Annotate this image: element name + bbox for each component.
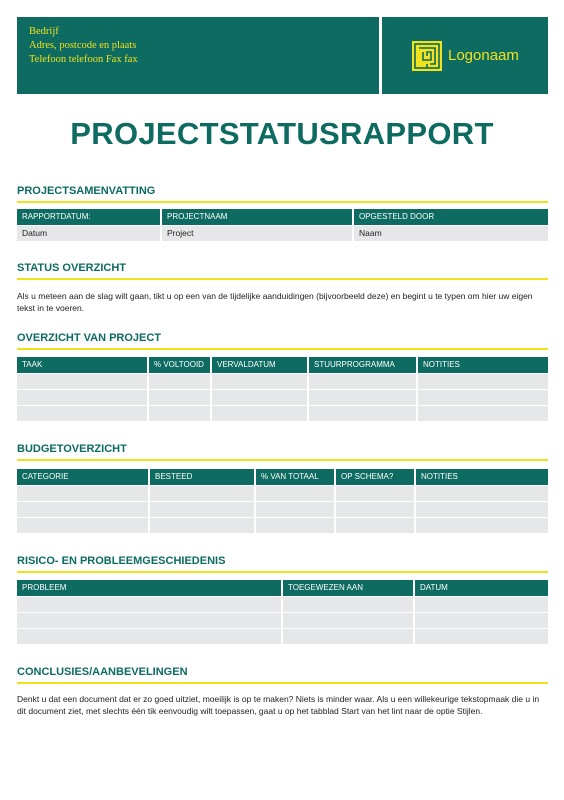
table-cell[interactable] <box>282 612 414 628</box>
table-cell[interactable] <box>17 517 149 533</box>
table-cell[interactable] <box>415 501 548 517</box>
page-header <box>17 17 548 94</box>
table-row <box>17 612 548 628</box>
project-col-notes: NOTITIES <box>417 357 548 373</box>
table-row <box>17 373 548 389</box>
table-cell[interactable] <box>417 405 548 421</box>
budget-header-row <box>17 469 548 485</box>
table-row <box>17 517 548 533</box>
table-cell[interactable] <box>414 628 548 644</box>
table-cell[interactable] <box>417 373 548 389</box>
table-cell[interactable] <box>308 405 417 421</box>
table-cell[interactable] <box>17 389 148 405</box>
table-cell[interactable] <box>417 389 548 405</box>
budget-col-spent: BESTEED <box>149 469 255 485</box>
company-address[interactable]: Adres, postcode en plaats <box>29 40 137 51</box>
summary-col-author: OPGESTELD DOOR <box>353 209 548 225</box>
summary-table <box>17 209 548 241</box>
logo-name[interactable]: Logonaam <box>448 47 519 64</box>
summary-col-project: PROJECTNAAM <box>161 209 353 225</box>
table-cell[interactable] <box>17 405 148 421</box>
maze-logo-icon[interactable] <box>412 41 442 71</box>
risk-table <box>17 580 548 644</box>
table-cell[interactable] <box>308 389 417 405</box>
company-contact[interactable]: Telefoon telefoon Fax fax <box>29 54 138 65</box>
table-row <box>17 405 548 421</box>
table-row <box>17 485 548 501</box>
table-row <box>17 596 548 612</box>
table-cell[interactable] <box>255 517 335 533</box>
table-cell[interactable] <box>211 389 308 405</box>
table-cell[interactable] <box>255 501 335 517</box>
risk-header-row <box>17 580 548 596</box>
status-heading: STATUS OVERZICHT <box>17 262 548 280</box>
risk-col-date: DATUM <box>414 580 548 596</box>
summary-header-row <box>17 209 548 225</box>
table-cell[interactable] <box>149 485 255 501</box>
table-cell[interactable] <box>148 405 211 421</box>
table-cell[interactable] <box>414 596 548 612</box>
table-row <box>17 628 548 644</box>
budget-col-schedule: OP SCHEMA? <box>335 469 415 485</box>
company-name[interactable]: Bedrijf <box>29 26 59 37</box>
project-col-complete: % VOLTOOID <box>148 357 211 373</box>
table-cell[interactable] <box>148 373 211 389</box>
table-row <box>17 501 548 517</box>
table-cell[interactable] <box>335 501 415 517</box>
table-cell[interactable] <box>255 485 335 501</box>
table-cell[interactable] <box>149 517 255 533</box>
table-cell[interactable] <box>149 501 255 517</box>
budget-col-category: CATEGORIE <box>17 469 149 485</box>
conclusions-heading: CONCLUSIES/AANBEVELINGEN <box>17 666 548 684</box>
project-header-row <box>17 357 548 373</box>
table-cell[interactable] <box>282 596 414 612</box>
table-cell[interactable] <box>17 596 282 612</box>
project-heading: OVERZICHT VAN PROJECT <box>17 332 548 350</box>
project-col-due: VERVALDATUM <box>211 357 308 373</box>
summary-heading: PROJECTSAMENVATTING <box>17 185 548 203</box>
project-col-task: TAAK <box>17 357 148 373</box>
table-cell[interactable] <box>308 373 417 389</box>
table-row <box>17 389 548 405</box>
summary-project-cell[interactable]: Project <box>161 225 353 241</box>
table-cell[interactable] <box>17 628 282 644</box>
table-cell[interactable] <box>148 389 211 405</box>
risk-col-problem: PROBLEEM <box>17 580 282 596</box>
project-col-driver: STUURPROGRAMMA <box>308 357 417 373</box>
logo-block <box>382 17 548 94</box>
status-text[interactable]: Als u meteen aan de slag wilt gaan, tikt u op een van de tijdelijke aanduidingen (bijvoorbeeld deze) en begint u te typen om hier uw eigen tekst in te voeren. <box>17 291 533 313</box>
table-cell[interactable] <box>415 485 548 501</box>
conclusions-text[interactable]: Denkt u dat een document dat er zo goed uitziet, moeilijk is op te maken? Niets is minder waar. Als u een willekeurige tekstopmaak die u in dit document ziet, met slechts één tik eenvoudig wilt toepassen, gaat u op het tabblad Start van het lint naar de optie Stijlen. <box>17 694 540 716</box>
summary-author-cell[interactable]: Naam <box>353 225 548 241</box>
table-cell[interactable] <box>282 628 414 644</box>
budget-col-percent: % VAN TOTAAL <box>255 469 335 485</box>
table-cell[interactable] <box>17 373 148 389</box>
table-cell[interactable] <box>211 373 308 389</box>
project-table <box>17 357 548 421</box>
budget-table <box>17 469 548 533</box>
summary-date-cell[interactable]: Datum <box>17 225 161 241</box>
table-cell[interactable] <box>17 612 282 628</box>
company-info-block <box>17 17 379 94</box>
table-cell[interactable] <box>211 405 308 421</box>
budget-col-notes: NOTITIES <box>415 469 548 485</box>
table-cell[interactable] <box>17 501 149 517</box>
budget-heading: BUDGETOVERZICHT <box>17 443 548 461</box>
table-cell[interactable] <box>335 517 415 533</box>
table-cell[interactable] <box>17 485 149 501</box>
table-row <box>17 225 548 241</box>
table-cell[interactable] <box>414 612 548 628</box>
summary-col-date: RAPPORTDATUM: <box>17 209 161 225</box>
risk-col-assigned: TOEGEWEZEN AAN <box>282 580 414 596</box>
page-title[interactable]: PROJECTSTATUSRAPPORT <box>70 116 494 151</box>
table-cell[interactable] <box>415 517 548 533</box>
risk-heading: RISICO- EN PROBLEEMGESCHIEDENIS <box>17 555 548 573</box>
table-cell[interactable] <box>335 485 415 501</box>
